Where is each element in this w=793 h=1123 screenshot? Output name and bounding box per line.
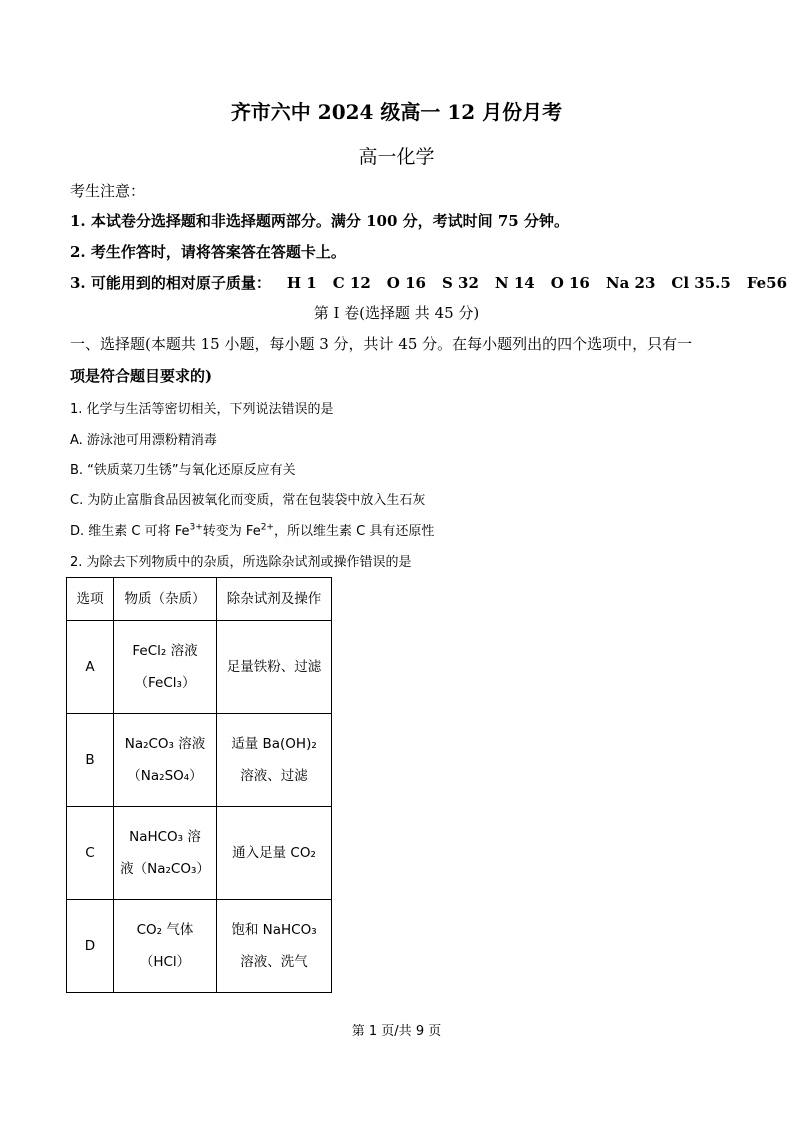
page-footer: 第 1 页/共 9 页 xyxy=(351,1024,442,1039)
reagent-cell xyxy=(217,714,332,807)
notice-heading: 考生注意： xyxy=(70,182,146,200)
reagent-cell xyxy=(217,900,332,993)
table-row xyxy=(67,714,332,807)
option-cell: A xyxy=(67,621,114,714)
charge-superscript: 2+ xyxy=(260,522,274,533)
atomic-mass: Fe56 xyxy=(746,274,788,292)
question-1-option-c: C. 为防止富脂食品因被氧化而变质，常在包装袋中放入生石灰 xyxy=(70,493,426,508)
table-header-row xyxy=(67,578,332,621)
question-1-option-b: B. “铁质菜刀生锈”与氧化还原反应有关 xyxy=(70,463,296,478)
substance-line: FeCl₂ 溶液 xyxy=(132,643,198,659)
reagent-line: 饱和 NaHCO₃ xyxy=(231,922,317,938)
notice-item-2: 2. 考生作答时，请将答案答在答题卡上。 xyxy=(70,243,346,261)
question-2-stem: 2. 为除去下列物质中的杂质，所选除杂试剂或操作错误的是 xyxy=(70,555,412,570)
atomic-mass-prefix: 3. 可能用到的相对原子质量： xyxy=(70,274,271,292)
atomic-mass: H 1 xyxy=(286,274,317,292)
substance-cell xyxy=(114,714,217,807)
atomic-mass: C 12 xyxy=(332,274,371,292)
question-1-option-a: A. 游泳池可用漂粉精消毒 xyxy=(70,433,217,448)
atomic-mass: O 16 xyxy=(386,274,426,292)
table-row xyxy=(67,621,332,714)
substance-cell xyxy=(114,807,217,900)
atomic-mass: S 32 xyxy=(441,274,479,292)
charge-superscript: 3+ xyxy=(189,522,203,533)
table-header-cell: 物质（杂质） xyxy=(114,578,217,621)
impurity-table xyxy=(66,577,332,993)
table-row xyxy=(67,900,332,993)
substance-line: Na₂CO₃ 溶液 xyxy=(124,736,206,752)
exam-title: 齐市六中 2024 级高一 12 月份月考 xyxy=(230,100,563,124)
atomic-mass: N 14 xyxy=(494,274,535,292)
section-title: 第 I 卷(选择题 共 45 分) xyxy=(313,304,480,322)
question-1-stem: 1. 化学与生活等密切相关，下列说法错误的是 xyxy=(70,402,334,417)
table-header-cell: 选项 xyxy=(67,578,114,621)
option-d-part: ，所以维生素 C 具有还原性 xyxy=(273,524,435,539)
exam-subtitle: 高一化学 xyxy=(358,146,435,168)
reagent-line: 足量铁粉、过滤 xyxy=(226,659,322,675)
table-row xyxy=(67,807,332,900)
reagent-line: 溶液、洗气 xyxy=(240,954,308,970)
substance-line: （Na₂SO₄） xyxy=(127,768,203,784)
section-instruction-1: 一、选择题(本题共 15 小题，每小题 3 分，共计 45 分。在每小题列出的四个选项中，只有一 xyxy=(70,335,693,353)
atomic-mass: Cl 35.5 xyxy=(671,274,731,292)
substance-line: 液（Na₂CO₃） xyxy=(120,861,210,877)
reagent-line: 通入足量 CO₂ xyxy=(232,845,316,861)
option-cell: C xyxy=(67,807,114,900)
substance-line: CO₂ 气体 xyxy=(136,922,194,938)
table-header-cell: 除杂试剂及操作 xyxy=(217,578,332,621)
atomic-mass: Na 23 xyxy=(605,274,656,292)
section-instruction-2: 项是符合题目要求的) xyxy=(70,367,213,385)
substance-cell xyxy=(114,621,217,714)
substance-line: NaHCO₃ 溶 xyxy=(129,829,201,845)
substance-line: （HCl） xyxy=(139,954,191,970)
reagent-cell xyxy=(217,621,332,714)
notice-item-1: 1. 本试卷分选择题和非选择题两部分。满分 100 分，考试时间 75 分钟。 xyxy=(70,212,569,230)
substance-cell xyxy=(114,900,217,993)
option-d-part: D. 维生素 C 可将 Fe xyxy=(70,524,190,539)
option-cell: B xyxy=(67,714,114,807)
atomic-mass: O 16 xyxy=(550,274,590,292)
reagent-line: 溶液、过滤 xyxy=(240,768,308,784)
option-d-part: 转变为 Fe xyxy=(202,524,261,539)
question-1-option-d xyxy=(70,520,434,539)
substance-line: （FeCl₃） xyxy=(134,675,196,691)
reagent-line: 适量 Ba(OH)₂ xyxy=(231,736,317,752)
reagent-cell xyxy=(217,807,332,900)
option-cell: D xyxy=(67,900,114,993)
notice-item-3 xyxy=(70,272,787,293)
